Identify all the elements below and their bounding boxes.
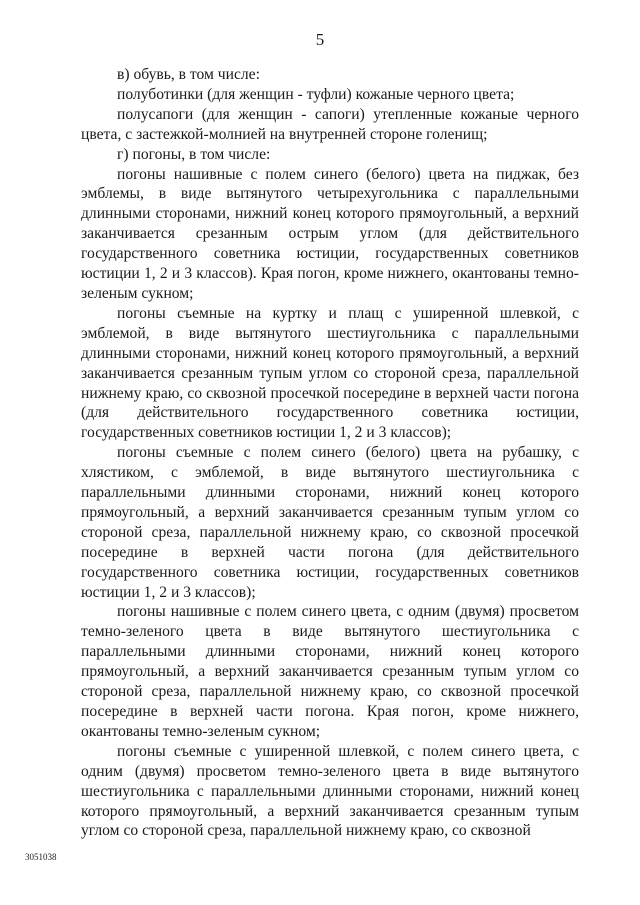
paragraph-epaulettes-removable-stripe: погоны съемные с уширенной шлевкой, с полем синего цвета, с одним (двумя) просветом темно-зеленого цвета в виде вытянутого шестиугольника с параллельными длинными сторонами, нижний конец которого прямоугольный, а верхний заканчивается срезанным тупым углом со стороной среза, параллельной нижнему краю, со сквозной <box>81 742 579 840</box>
paragraph-footwear-heading: в) обувь, в том числе: <box>117 66 260 83</box>
document-body <box>81 65 579 841</box>
paragraph-epaulettes-sewn-stripe: погоны нашивные с полем синего цвета, с одним (двумя) просветом темно-зеленого цвета в виде вытянутого шестиугольника с параллельными длинными сторонами, нижний конец которого прямоугольный, а верхний заканчивается срезанным тупым углом со стороной среза, параллельной нижнему краю, со сквозной просечкой посередине в верхней части погона. Края погон, кроме нижнего, окантованы темно-зеленым сукном; <box>81 603 579 740</box>
document-code: 3051038 <box>25 852 57 862</box>
page-number: 5 <box>315 30 325 49</box>
paragraph-half-boots: полусапоги (для женщин - сапоги) утепленные кожаные черного цвета, с застежкой-молнией на внутренней стороне голенищ; <box>81 105 579 143</box>
paragraph-epaulettes-jacket: погоны нашивные с полем синего (белого) цвета на пиджак, без эмблемы, в виде вытянутого четырехугольника с параллельными длинными сторонами, нижний конец которого прямоугольный, а верхний заканчивается срезанным острым углом (для действительного государственного советника юстиции, государственных советников юстиции 1, 2 и 3 классов). Края погон, кроме нижнего, окантованы темно-зеленым сукном; <box>81 165 579 302</box>
paragraph-low-boots: полуботинки (для женщин - туфли) кожаные черного цвета; <box>117 85 515 103</box>
paragraph-epaulettes-coat: погоны съемные на куртку и плащ с уширенной шлевкой, с эмблемой, в виде вытянутого шестиугольника с параллельными длинными сторонами, нижний конец которого прямоугольный, а верхний заканчивается срезанным тупым углом со стороной среза, параллельной нижнему краю, со сквозной просечкой посередине в верхней части погона (для действительного государственного советника юстиции, государственных советников юстиции 1, 2 и 3 классов); <box>81 304 579 442</box>
paragraph-epaulettes-shirt: погоны съемные с полем синего (белого) цвета на рубашку, с хлястиком, с эмблемой, в виде вытянутого шестиугольника с параллельными длинными сторонами, нижний конец которого прямоугольный, а верхний заканчивается срезанным тупым углом со стороной среза, параллельной нижнему краю, со сквозной просечкой посередине в верхней части погона (для действительного государственного советника юстиции, государственных советников юстиции 1, 2 и 3 классов); <box>81 444 579 601</box>
paragraph-epaulettes-heading: г) погоны, в том числе: <box>117 145 271 163</box>
